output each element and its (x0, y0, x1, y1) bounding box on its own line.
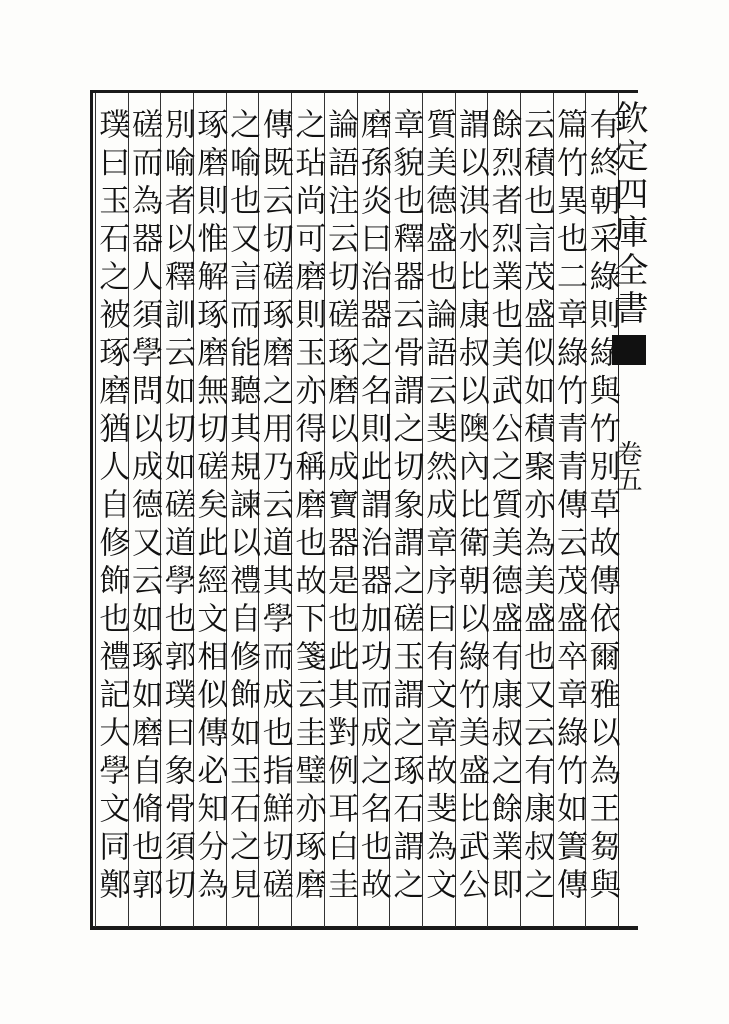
text-column: 質美德盛也論語云斐然成章序曰有文章故斐為文 (420, 108, 457, 906)
volume-number: 卷五 (612, 440, 642, 492)
text-column: 篇竹異也二章綠竹青青傳云茂盛卒章綠竹如簀傳 (550, 108, 587, 906)
book-title: 欽定四庫全書 (608, 100, 648, 328)
text-column: 章貌也釋器云骨謂之切象謂之磋玉謂之琢石謂之 (387, 108, 424, 906)
text-column: 云積也言茂盛似如積聚亦為美盛也又云有康叔之 (518, 108, 555, 906)
text-column: 之喻也又言而能聽其規諫以禮自修飾如玉石之見 (224, 108, 261, 906)
text-column: 之玷尚可磨則玉亦得稱磨也故下箋云圭璧亦琢磨 (289, 108, 326, 906)
text-column: 餘烈者烈業也美武公之質美德盛有康叔之餘業即 (485, 108, 522, 906)
text-column: 有終朝采綠則綠與竹別草故傳依爾雅以為王芻與 (583, 108, 620, 906)
text-column: 磋而為器人須學問以成德又云如琢如磨自脩也郭 (126, 108, 163, 906)
text-column: 璞曰玉石之被琢磨猶人自修飾也禮記大學文同鄭 (93, 108, 130, 906)
text-column: 傳既云切磋琢磨之用乃云道其學而成也指鮮切磋 (256, 108, 293, 906)
text-column: 謂以淇水比康叔以隩內比衛朝以綠竹美盛比武公 (452, 108, 489, 906)
text-column: 磨孫炎曰治器之名則此謂治器加功而成之名也故 (354, 108, 391, 906)
text-column: 別喻者以釋訓云如切如磋道學也郭璞曰象骨須切 (158, 108, 195, 906)
text-column: 論語注云切磋琢磨以成寶器是也此其對例耳白圭 (322, 108, 359, 906)
text-column: 琢磨則惟解琢磨無切磋矣此經文相似傳必知分為 (191, 108, 228, 906)
